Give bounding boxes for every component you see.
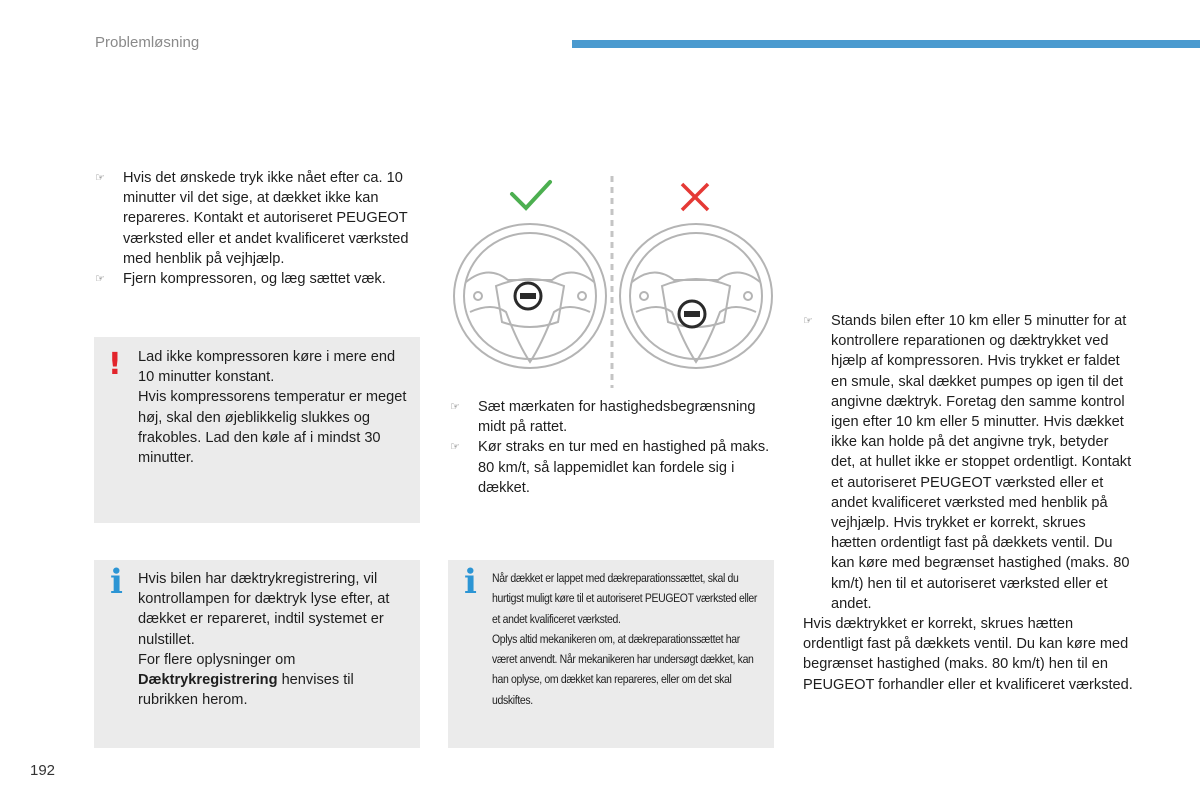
warning-exclamation-icon: ! [108, 347, 122, 382]
pointing-hand-icon: ☞ [95, 273, 105, 286]
list-item: ☞ Sæt mærkaten for hastighedsbegrænsning midt på rattet. [450, 399, 756, 436]
list-item: ☞ Kør straks en tur med en hastighed på maks. 80 km/t, så lappemidlet kan fordele sig i dækket. [450, 439, 770, 496]
speed-sticker-correct [515, 283, 541, 309]
list-item: ☞ Fjern kompressoren, og læg sættet væk. [95, 269, 415, 289]
warning-text-1: Lad ikke kompressoren køre i mere end 10 minutter konstant. [138, 349, 396, 386]
list-item: ☞ Stands bilen efter 10 km eller 5 minutter for at kontrollere reparationen og dæktrykket ved hjælp af kompressoren. Hvis trykket er faldet en smule, skal dækket pumpes op igen til det angivne dæktryk. Foretag den samme kontrol igen efter 10 km eller 5 minutter. Hvis dækket ikke kan holde på det angivne tryk, betyder det, at hullet ikke er stoppet ordentligt. Kontakt et autoriseret PEUGEOT værksted eller et andet kvalificeret værksted med henblik på vejhjælp. Hvis trykket er korrekt, skrues hætten ordentligt fast på dækkets ventil. Du kan køre med begrænset hastighed (maks. 80 km/t) hen til et autoriseret værksted eller et andet. [803, 313, 1132, 612]
header-accent-bar [572, 40, 1200, 48]
pointing-hand-icon: ☞ [95, 172, 105, 184]
info-small-text-2: Oplys altid mekanikeren om, at dækreparationssættet har været anvendt. Når mekanikeren har undersøgt dækket, kan han oplyse, om dækket kan repareres, eller om det skal udskiftes. [492, 631, 754, 707]
cross-icon [682, 184, 708, 210]
list-item: ☞ Hvis det ønskede tryk ikke nået efter ca. 10 minutter vil det sige, at dækket ikke kan repareres. Kontakt et autoriseret PEUGEOT værksted eller et andet kvalificeret værksted med henblik på vejhjælp. [95, 170, 409, 267]
steering-wheel-figure [448, 172, 778, 390]
info-box-left [94, 560, 420, 748]
info-text-2: For flere oplysninger om Dæktrykregistrering henvises til rubrikken herom. [138, 651, 354, 709]
left-bullet-list [95, 168, 415, 289]
info-icon: i [464, 562, 477, 602]
warning-text-2: Hvis kompressorens temperatur er meget høj, skal den øjeblikkelig slukkes og frakobles. Lad den køle af i mindst 30 minutter. [138, 389, 407, 467]
info-icon: i [110, 562, 123, 602]
section-title: Problemløsning [95, 34, 200, 51]
speed-sticker-wrong [679, 301, 705, 327]
pointing-hand-icon: ☞ [803, 315, 813, 327]
check-icon [512, 182, 550, 208]
info-bold-term: Dæktrykregistrering [138, 672, 278, 689]
right-paragraph: Hvis dæktrykket er korrekt, skrues hætten ordentligt fast på dækkets ventil. Du kan køre med begrænset hastighed (maks. 80 km/t) hen til en PEUGEOT forhandler eller et kvalificeret værksted. [803, 616, 1133, 693]
info-box-middle [448, 560, 774, 748]
warning-box [94, 337, 420, 523]
right-column [803, 311, 1133, 695]
steering-wheel-wrong [620, 224, 772, 368]
pointing-hand-icon: ☞ [450, 441, 460, 454]
pointing-hand-icon: ☞ [450, 401, 460, 413]
info-text-1: Hvis bilen har dæktrykregistrering, vil kontrollampen for dæktryk lyse efter, at dækket er repareret, indtil systemet er nulstillet. [138, 571, 390, 648]
middle-bullet-list [450, 397, 780, 498]
page-number: 192 [30, 762, 56, 779]
info-small-text-1: Når dækket er lappet med dækreparationssættet, skal du hurtigst muligt køre til et autoriseret PEUGEOT værksted eller et andet kvalificeret værksted. [492, 571, 758, 626]
